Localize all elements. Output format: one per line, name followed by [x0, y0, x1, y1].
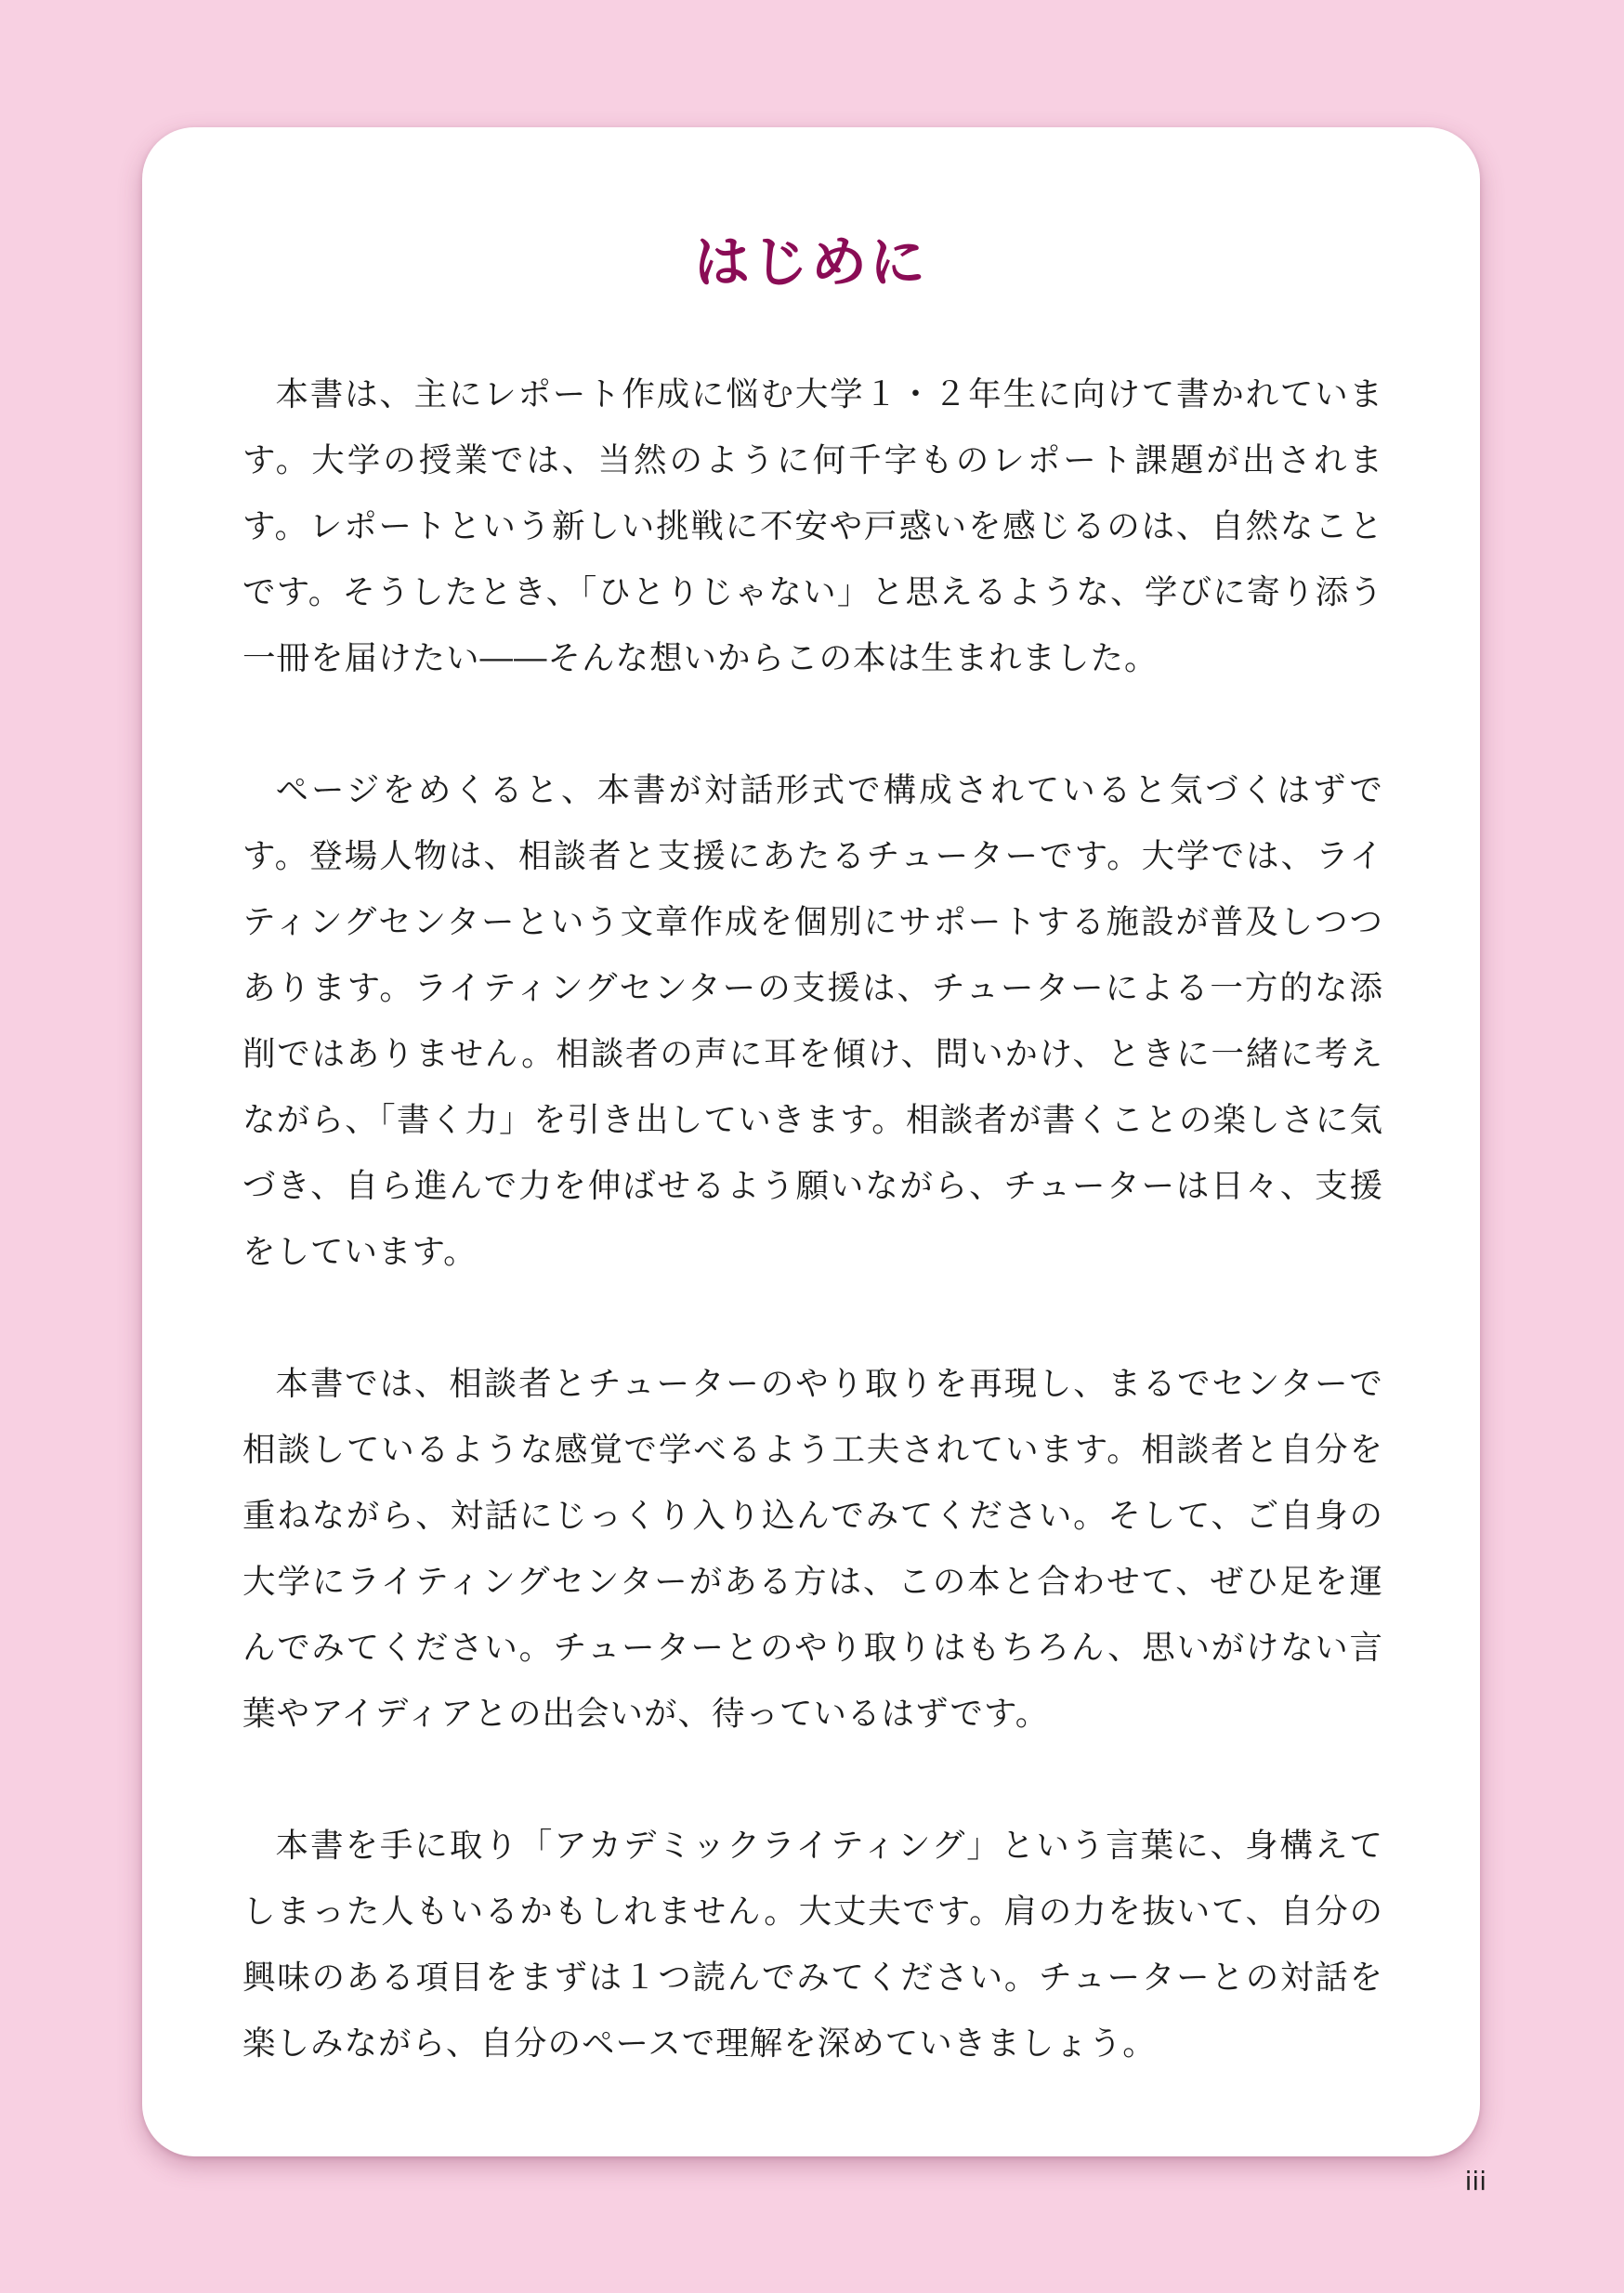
paragraph-4: 本書を手に取り「アカデミックライティング」という言葉に、身構えてしまった人もいるかもしれません。大丈夫です。肩の力を抜いて、自分の興味のある項目をまずは１つ読んでみてください。チューターとの対話を楽しみながら、自分のペースで理解を深めていきましょう。: [242, 1827, 1383, 2063]
page-card: [142, 127, 1480, 2156]
page-title: はじめに: [694, 230, 928, 295]
body-text: [242, 361, 1383, 2077]
paragraph-3: 本書では、相談者とチューターのやり取りを再現し、まるでセンターで相談しているような感覚で学べるよう工夫されています。相談者と自分を重ねながら、対話にじっくり入り込んでみてください。そして、ご自身の大学にライティングセンターがある方は、この本と合わせて、ぜひ足を運んでみてください。チューターとのやり取りはもちろん、思いがけない言葉やアイディアとの出会いが、待っているはずです。: [242, 1365, 1383, 1733]
paragraph-2: ページをめくると、本書が対話形式で構成されていると気づくはずです。登場人物は、相談者と支援にあたるチューターです。大学では、ライティングセンターという文章作成を個別にサポートする施設が普及しつつあります。ライティングセンターの支援は、チューターによる一方的な添削ではありません。相談者の声に耳を傾け、問いかけ、ときに一緒に考えながら、「書く力」を引き出していきます。相談者が書くことの楽しさに気づき、自ら進んで力を伸ばせるよう願いながら、チューターは日々、支援をしています。: [242, 771, 1383, 1271]
page-number: iii: [1464, 2166, 1486, 2196]
paragraph-1: 本書は、主にレポート作成に悩む大学１・２年生に向けて書かれています。大学の授業では、当然のように何千字ものレポート課題が出されます。レポートという新しい挑戦に不安や戸惑いを感じるのは、自然なことです。そうしたとき、「ひとりじゃない」と思えるような、学びに寄り添う一冊を届けたい――そんな想いからこの本は生まれました。: [242, 375, 1383, 677]
